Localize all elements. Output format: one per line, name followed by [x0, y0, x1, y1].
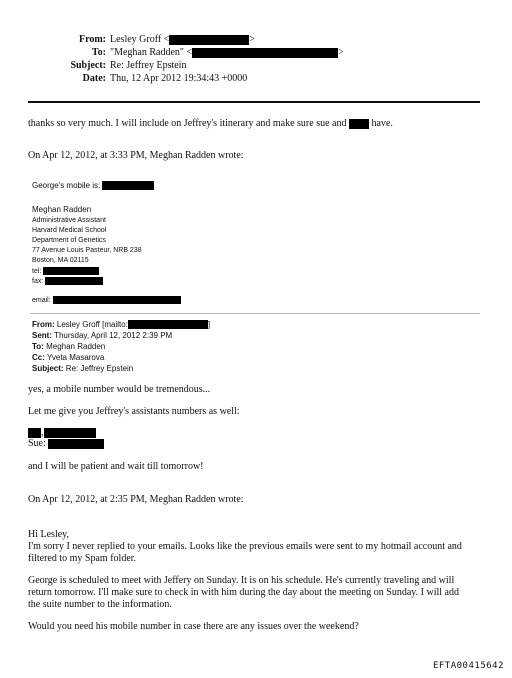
fax-label: fax:: [32, 277, 44, 285]
redacted-block: [43, 267, 99, 275]
email-label: email:: [32, 296, 51, 304]
forward-to-line: [32, 342, 105, 351]
redacted-block: [349, 119, 369, 129]
subject-label: Subject:: [70, 60, 106, 71]
tel-label: tel:: [32, 267, 42, 275]
message2-line1: yes, a mobile number would be tremendous...: [28, 384, 211, 395]
forward-from-line: [32, 320, 210, 329]
forward-cc-label: Cc:: [32, 353, 45, 362]
message3-p2-l1: George is scheduled to meet with Jeffery on Sunday. It is on his schedule. He's currently traveling and will: [28, 575, 455, 586]
redacted-block: [45, 277, 103, 285]
sue-label: Sue:: [28, 438, 46, 449]
forward-from-label: From:: [32, 320, 55, 329]
signature-city: Boston, MA 02115: [32, 257, 89, 264]
forward-cc-value: Yveta Masarova: [46, 353, 105, 362]
redacted-block: [48, 439, 104, 449]
redacted-block: [169, 35, 249, 45]
redacted-block: [102, 181, 154, 190]
forward-sent-line: [32, 331, 172, 340]
sue-line: [28, 438, 104, 449]
date-value: Thu, 12 Apr 2012 19:34:43 +0000: [110, 73, 248, 84]
forward-cc-line: [32, 353, 104, 362]
reply-body: [28, 118, 393, 129]
assistant-line: [28, 427, 96, 438]
forward-from-value: Lesley Groff [mailto:: [56, 320, 128, 329]
header-divider: [28, 101, 480, 103]
message3-greeting: Hi Lesley,: [28, 529, 70, 540]
tel-line: [32, 267, 99, 275]
forward-divider: [30, 313, 480, 314]
forward-subject-label: Subject:: [32, 364, 64, 373]
quote-attribution-2: On Apr 12, 2012, at 2:35 PM, Meghan Radden wrote:: [28, 494, 244, 505]
to-value: [110, 47, 344, 58]
forward-subject-value: Re: Jeffrey Epstein: [65, 364, 134, 373]
message3-p1-l1: I'm sorry I never replied to your emails. Looks like the previous emails were sent to my hotmail account and: [28, 541, 462, 552]
from-label: From:: [78, 34, 106, 45]
redacted-block: [53, 296, 181, 304]
reply-text-b: have.: [371, 118, 393, 129]
redacted-block: [44, 428, 96, 438]
quote-attribution-1: On Apr 12, 2012, at 3:33 PM, Meghan Radden wrote:: [28, 150, 244, 161]
message3-p2-l2: return tomorrow. I'll make sure to check in with him during the day about the meeting on Sunday. I will add: [28, 587, 459, 598]
to-name: "Meghan Radden" <: [110, 47, 193, 58]
message2-line2: Let me give you Jeffrey's assistants numbers as well:: [28, 406, 240, 417]
from-name: Lesley Groff <: [110, 34, 170, 45]
message2-line3: and I will be patient and wait till tomorrow!: [28, 461, 204, 472]
date-label: Date:: [82, 73, 106, 84]
signature-title: Administrative Assistant: [32, 217, 106, 224]
message3-p3: Would you need his mobile number in case there are any issues over the weekend?: [28, 621, 359, 632]
redacted-block: [128, 320, 211, 329]
subject-value: Re: Jeffrey Epstein: [110, 60, 187, 71]
email-header: [0, 0, 512, 100]
message3-p1-l2: filtered to my Spam folder.: [28, 553, 137, 564]
forward-from-close: ]: [207, 320, 211, 329]
fax-line: [32, 277, 103, 285]
signature-name: Meghan Radden: [32, 205, 92, 214]
forward-subject-line: [32, 364, 133, 373]
redacted-block: [28, 428, 41, 438]
mobile-line: [32, 181, 154, 190]
assistant-comma: ,: [41, 427, 44, 438]
to-label: To:: [91, 47, 106, 58]
from-close: >: [249, 34, 255, 45]
reply-text-a: thanks so very much. I will include on Jeffrey's itinerary and make sure sue and: [28, 118, 347, 129]
message3-p2-l3: the suite number to the information.: [28, 599, 172, 610]
email-line: [32, 296, 181, 304]
forward-sent-label: Sent:: [32, 331, 52, 340]
forward-to-label: To:: [32, 342, 44, 351]
signature-street: 77 Avenue Louis Pasteur, NRB 238: [32, 247, 142, 254]
forward-to-value: Meghan Radden: [46, 342, 106, 351]
signature-dept: Department of Genetics: [32, 237, 106, 244]
document-id: EFTA00415642: [432, 661, 504, 671]
from-value: [110, 34, 255, 45]
mobile-label: George's mobile is:: [32, 181, 101, 190]
forward-sent-value: Thursday, April 12, 2012 2:39 PM: [54, 331, 173, 340]
to-close: >: [338, 47, 344, 58]
redacted-block: [192, 48, 338, 58]
signature-school: Harvard Medical School: [32, 227, 107, 234]
